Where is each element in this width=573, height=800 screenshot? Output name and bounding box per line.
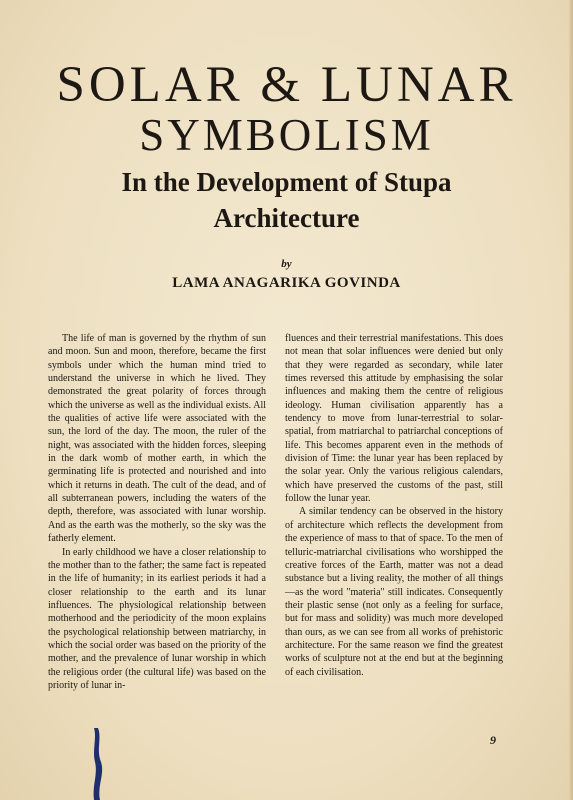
author-name: LAMA ANAGARIKA GOVINDA: [172, 275, 401, 291]
byline-by: by: [281, 258, 292, 270]
page-number: 9: [490, 733, 496, 747]
ribbon-shape: [94, 728, 103, 800]
article-title-line-1: SOLAR & LUNAR: [56, 57, 517, 113]
paragraph: In early childhood we have a closer relationship to the mother than to the father; the same fact is repeated in the life of humanity; in its earliest periods it had a closer relationship to the earth and its lunar influences. The physiological relationship between motherhood and the periodicity of the moon explains the psychological relationship between matriarchy, in which the social order was based on the priority of the mother, and the prevalence of lunar worship in which the religious order (the cultural life) was based on the priority of lunar in-: [48, 546, 266, 691]
body-column-right: [285, 332, 503, 679]
body-column-left: [48, 332, 266, 692]
bookmark-ribbon: [92, 728, 106, 800]
paragraph: A similar tendency can be observed in the history of architecture which reflects the development from the experience of mass to that of space. To the men of telluric-matriarchal civilisations who worshipped the creative forces of the Earth, matter was not a dead substance but a living reality, the mother of all things—as the word "materia" still indicates. Consequently their plastic sense (not only as a feeling for surface, but for mass and solidity) was much more developed than ours, as we can see from all works of prehistoric architecture. For the same reason we find the greatest works of sculpture not at the end but at the beginning of each civilisation.: [285, 506, 503, 678]
paragraph: fluences and their terrestrial manifestations. This does not mean that solar influences were denied but only that they were regarded as secondary, while later times reversed this attitude by emphasising the solar influences and making them the centre of religious ideology. Human civilisation apparently has a tendency to move from lunar-terrestrial to solar-spatial, from matriarchal to patriarchal conceptions of life. This becomes apparent even in the methods of division of Time: the lunar year has been replaced by the solar year. Only the various religious calendars, which have preserved the customs of the past, still follow the lunar year.: [285, 333, 503, 505]
article-subtitle-line-1: In the Development of Stupa: [121, 167, 452, 197]
paragraph: The life of man is governed by the rhythm of sun and moon. Sun and moon, therefore, became the first symbols under which the human mind tried to understand the universe in which he lived. They demonstrated the great polarity of forces through which the universe as well as the individual exists. All the qualities of active life were associated with the sun, the lord of the day. The moon, the ruler of the night, was associated with the hidden forces, sleeping in the dark womb of mother earth, in which the germinating life is protected and nourished and into which it returns in death. The cult of the dead, and of all subterranean powers, including the waters of the depth, therefore, was associated with lunar worship. And as the earth was the motherly, so the sky was the fatherly element.: [48, 333, 266, 545]
article-subtitle-line-2: Architecture: [213, 203, 360, 233]
article-title-line-2: SYMBOLISM: [139, 110, 434, 160]
